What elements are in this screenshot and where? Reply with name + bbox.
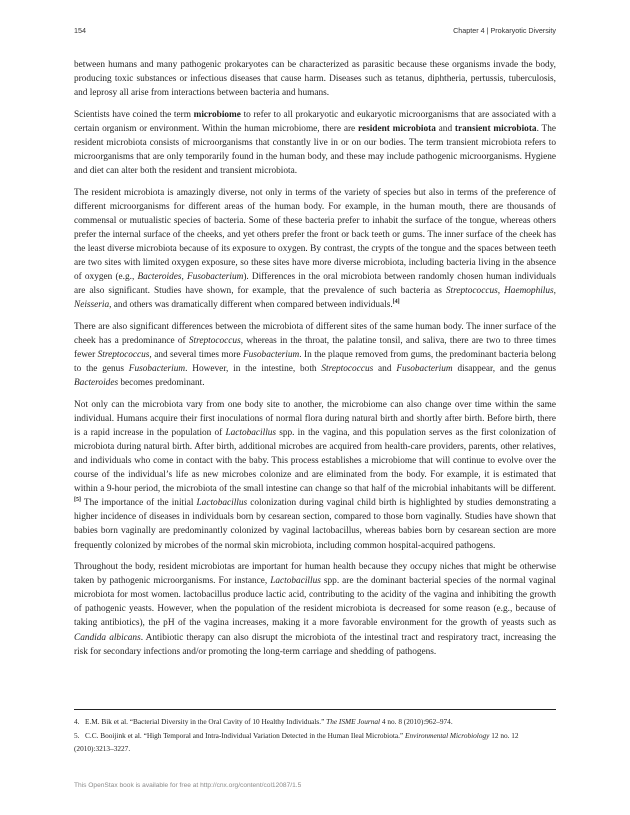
italic-term: Streptococcus — [188, 335, 241, 346]
text-run: . The resident microbiota consists of microorganisms that constantly live in or on our bodies. The term transient microbiota refers to microorganisms that are only temporarily found in the human body, and these may include pathogenic microorganisms. Hygiene and diet can alter both the resident and transient microbiota. — [74, 123, 556, 177]
text-run: 12 no. 12 (2010):3213–3227. — [74, 731, 519, 753]
text-run: , — [497, 286, 505, 297]
italic-term: Haemophilus — [504, 286, 554, 297]
italic-term: Fusobacterium — [128, 364, 186, 375]
text-run: Scientists have coined the term — [74, 109, 194, 120]
italic-term: Bacteroides — [74, 378, 119, 389]
page-number: 154 — [74, 26, 86, 35]
text-run: , — [553, 286, 556, 297]
chapter-title: Chapter 4 | Prokaryotic Diversity — [453, 26, 556, 35]
paragraph-5 — [74, 398, 556, 553]
italic-term: Neisseria — [74, 300, 110, 311]
text-run: Not only can the microbiota vary from one body site to another, the microbiome can also change over time within the same individual. Humans acquire their first inoculations of normal flora during natural birth and shortly after birth. Before birth, there is a rapid increase in the population of — [74, 399, 556, 438]
paragraph-4 — [74, 320, 556, 390]
footnote-4 — [74, 716, 556, 728]
term-resident-microbiota: resident microbiota — [358, 123, 436, 134]
italic-term: Candida albicans — [74, 632, 141, 643]
footnote-number: 5. — [74, 731, 80, 741]
paragraph-3 — [74, 186, 556, 313]
footnote-divider — [74, 709, 556, 710]
text-run: ). Differences in the oral microbiota between randomly chosen human individuals are also significant. Studies have shown, for example, that the prevalence of such bacteria as — [74, 272, 556, 297]
running-header — [74, 26, 556, 38]
text-run: and — [435, 123, 455, 134]
text-run: E.M. Bik et al. “Bacterial Diversity in the Oral Cavity of 10 Healthy Individuals.” — [85, 717, 327, 726]
text-run: , — [181, 272, 188, 283]
text-run: . However, in the intestine, both — [185, 364, 322, 375]
text-run: disappear, and the genus — [452, 364, 556, 375]
text-run: There are also significant differences between the microbiota of different sites of the same human body. The inner surface of the cheek has a predominance of — [74, 321, 556, 346]
term-transient-microbiota: transient microbiota — [454, 123, 537, 134]
footnote-ref-5[interactable]: [5] — [74, 497, 81, 504]
italic-term: Lactobacillus — [270, 576, 321, 587]
italic-term: Fusobacterium — [187, 272, 244, 283]
text-run: , and several times more — [149, 349, 243, 360]
journal-title: The ISME Journal — [326, 717, 381, 726]
footnote-5 — [74, 730, 556, 755]
footnote-number: 4. — [74, 717, 80, 726]
text-run: becomes predominant. — [118, 378, 205, 389]
text-run: C.C. Booijink et al. “High Temporal and Intra-Individual Variation Detected in the Human Ileal Microbiota.” — [85, 731, 405, 741]
italic-term: Lactobacillus — [225, 427, 277, 438]
italic-term: Fusobacterium — [242, 349, 300, 360]
text-run: The resident microbiota is amazingly diverse, not only in terms of the variety of species but also in terms of the preference of different microorganisms for different areas of the human body. For example, in the human mouth, there are thousands of commensal or mutualistic species of bacteria. Some of these bacteria prefer to inhabit the surface of the tongue, whereas others prefer the internal surface of the cheeks, and yet others prefer the front or back teeth or gums. The inner surface of the cheek has the least diverse microbiota because of its exposure to oxygen. By contrast, the crypts of the tongue and the spaces between teeth are two sites with limited oxygen exposure, so these sites have more diverse microbiota, including bacteria living in the absence of oxygen (e.g., — [74, 187, 556, 283]
text-run: , and others was dramatically different when compared between individuals. — [109, 300, 393, 311]
paragraph-6 — [74, 560, 556, 659]
footnotes — [74, 716, 556, 757]
italic-term: Streptococcus — [97, 349, 150, 360]
text-run: . In the plaque removed from gums, the predominant bacteria belong to the genus — [74, 349, 557, 375]
text-run: colonization during vaginal child birth is highlighted by studies demonstrating a higher incidence of diseases in individuals born by cesarean section, compared to those born vaginally. Studies have shown that babies born vaginally are predominantly colonized by vaginal lactobacillus, whereas babies born by cesarean section are more frequently colonized by microbes of the normal skin microbiota, including common hospital-acquired pathogens. — [74, 498, 556, 551]
text-run: The importance of the initial — [81, 498, 197, 509]
italic-term: Lactobacillus — [196, 498, 248, 509]
paragraph-2 — [74, 108, 556, 178]
text-run: between humans and many pathogenic prokaryotes can be characterized as parasitic because these organisms invade the body, producing toxic substances or infectious diseases that cause harm. Diseases such as tetanus, diphtheria, pertussis, tuberculosis, and leprosy all arise from interactions between bacteria and humans. — [74, 60, 556, 99]
italic-term: Bacteroides — [137, 272, 182, 283]
text-run: to refer to all prokaryotic and eukaryotic microorganisms that are associated with a certain organism or environment. Within the human microbiome, there are — [74, 109, 556, 134]
text-run: 4 no. 8 (2010):962–974. — [380, 717, 453, 726]
paragraph-1 — [74, 58, 556, 100]
body-text — [74, 58, 556, 666]
text-run: , whereas in the throat, the palatine tonsil, and saliva, there are two to three times fewer — [74, 335, 556, 360]
page-footer[interactable]: This OpenStax book is available for free at http://cnx.org/content/col12087/1.5 — [74, 782, 302, 789]
italic-term: Fusobacterium — [396, 364, 453, 375]
italic-term: Streptococcus — [321, 364, 374, 375]
italic-term: Streptococcus — [445, 286, 498, 297]
text-run: spp. are the dominant bacterial species of the normal vaginal microbiota for most women. lactobacillus produce lactic acid, contributing to the acidity of the vagina and inhibiting the growth of pathogenic yeasts. However, when the population of the resident microbiota is decreased for some reason (e.g., because of taking antibiotics), the pH of the vagina increases, making it a more favorable environment for the growth of yeasts such as — [74, 576, 556, 629]
footnote-ref-4[interactable]: [4] — [392, 299, 400, 306]
term-microbiome: microbiome — [193, 109, 241, 120]
text-run: Throughout the body, resident microbiotas are important for human health because they occupy niches that might be otherwise taken by pathogenic microorganisms. For instance, — [74, 562, 556, 587]
text-run: spp. in the vagina, and this population serves as the first colonization of microbiota during natural birth. After birth, additional microbes are acquired from health-care providers, parents, other relatives, and individuals who come in contact with the baby. This process establishes a microbiome that will continue to evolve over the course of the individual’s life as new microbes colonize and are eliminated from the body. For example, it is estimated that within a 9-hour period, the microbiota of the small intestine can change so that half of the microbial inhabitants will be different. — [74, 427, 556, 495]
text-run: and — [373, 364, 397, 375]
text-run: . Antibiotic therapy can also disrupt the microbiota of the intestinal tract and respiratory tract, increasing the risk for secondary infections and/or promoting the long-term carriage and shedding of pathogens. — [74, 632, 556, 657]
journal-title: Environmental Microbiology — [405, 731, 490, 741]
